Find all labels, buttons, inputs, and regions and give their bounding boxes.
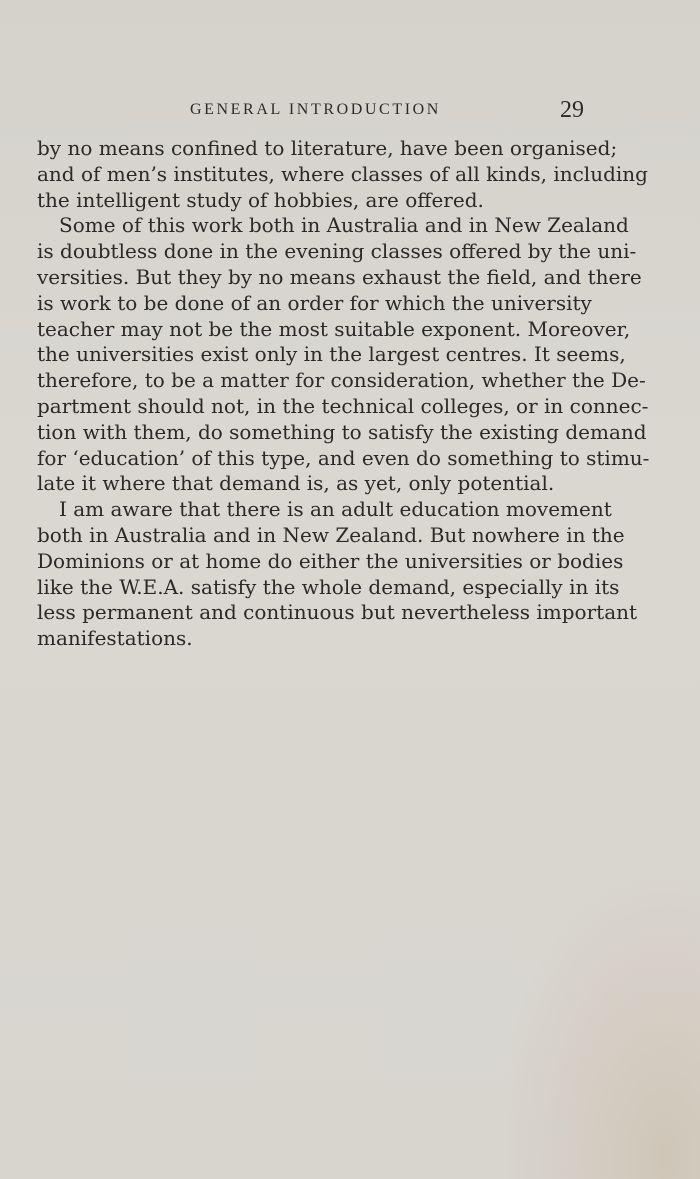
text-line: teacher may not be the most suitable exponent. Moreover, bbox=[37, 316, 631, 341]
text-line: by no means confined to literature, have been organised; bbox=[37, 136, 618, 160]
text-line: Dominions or at home do either the universities or bodies bbox=[37, 548, 624, 573]
text-line: tion with them, do something to satisfy the existing demand bbox=[37, 419, 647, 444]
text-line: the universities exist only in the largest centres. It seems, bbox=[37, 342, 626, 367]
text-line: like the W.E.A. satisfy the whole demand, especially in its bbox=[37, 574, 620, 599]
page-header bbox=[190, 97, 590, 123]
text-line: therefore, to be a matter for consideration, whether the De- bbox=[37, 368, 646, 393]
text-line: I am aware that there is an adult education movement bbox=[59, 497, 612, 522]
text-line: is work to be done of an order for which the university bbox=[37, 290, 592, 315]
text-line: and of men’s institutes, where classes of all kinds, including bbox=[37, 161, 648, 186]
text-line: the intelligent study of hobbies, are offered. bbox=[37, 187, 484, 212]
running-head: GENERAL INTRODUCTION bbox=[190, 101, 441, 118]
text-line: is doubtless done in the evening classes offered by the uni- bbox=[37, 239, 637, 264]
text-line: manifestations. bbox=[37, 626, 193, 651]
page-number: 29 bbox=[560, 97, 584, 123]
text-line: partment should not, in the technical colleges, or in connec- bbox=[37, 393, 649, 418]
text-line: Some of this work both in Australia and in New Zealand bbox=[59, 213, 629, 238]
text-line: less permanent and continuous but nevertheless important bbox=[37, 600, 638, 625]
text-line: both in Australia and in New Zealand. But nowhere in the bbox=[37, 522, 625, 547]
text-line: versities. But they by no means exhaust the field, and there bbox=[37, 264, 642, 289]
text-line: for ‘education’ of this type, and even do something to stimu- bbox=[37, 445, 650, 470]
body-text bbox=[37, 136, 650, 652]
text-line: late it where that demand is, as yet, only potential. bbox=[37, 471, 555, 496]
